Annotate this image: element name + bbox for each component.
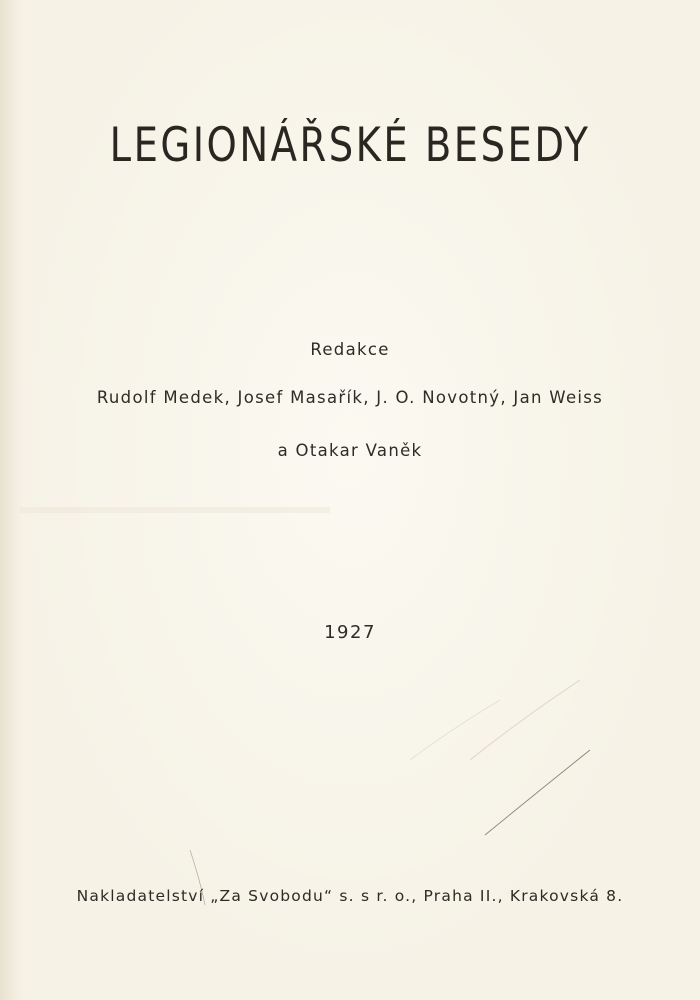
- editors-line-1: Rudolf Medek, Josef Masařík, J. O. Novotný, Jan Weiss: [96, 388, 604, 407]
- publisher-imprint: Nakladatelství „Za Svobodu“ s. s r. o., Praha II., Krakovská 8.: [76, 887, 624, 905]
- editorial-label: Redakce: [310, 340, 390, 359]
- book-title: LEGIONÁŘSKÉ BESEDY: [109, 118, 591, 173]
- editors-line-2: a Otakar Vaněk: [277, 441, 423, 460]
- publication-year: 1927: [324, 622, 376, 643]
